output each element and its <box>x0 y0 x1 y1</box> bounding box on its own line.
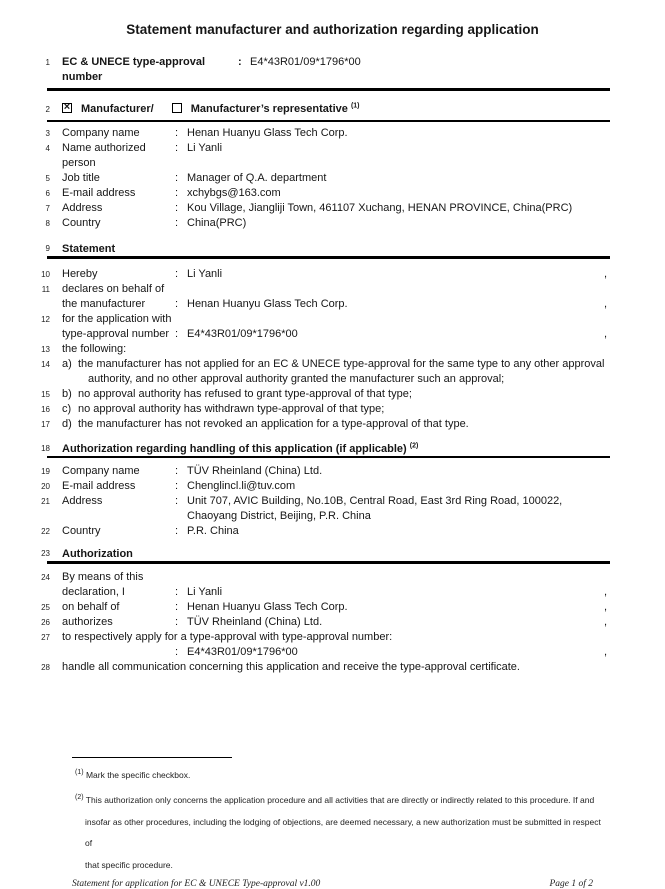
section-rule <box>47 88 610 91</box>
line-number: 8 <box>45 219 50 228</box>
field-label: Hereby <box>62 267 98 280</box>
line-number: 3 <box>45 129 50 138</box>
footnote-1 <box>75 770 607 781</box>
footnote-marker: (2) <box>75 794 84 802</box>
table-row <box>0 216 665 231</box>
colon: : <box>175 525 179 537</box>
line-number: 10 <box>41 269 50 279</box>
table-row <box>0 297 665 312</box>
colon: : <box>175 600 179 613</box>
colon: : <box>175 615 179 628</box>
trailing-comma: , <box>603 600 607 613</box>
table-row <box>0 126 665 141</box>
field-label: the manufacturer <box>62 297 146 310</box>
type-approval-number-row <box>0 55 665 85</box>
colon: : <box>175 267 179 280</box>
table-row <box>0 660 665 675</box>
list-item-text: no approval authority has refused to grant type-approval of that type; <box>78 387 412 400</box>
table-row <box>0 464 665 479</box>
field-label: declaration, I <box>62 585 125 598</box>
line-number: 7 <box>45 204 50 213</box>
field-label: declares on behalf of <box>62 282 165 295</box>
field-label <box>62 645 175 660</box>
table-row <box>0 645 665 660</box>
field-label: for the application with <box>62 312 172 325</box>
section-heading: Statement <box>62 243 116 255</box>
colon: : <box>175 585 179 598</box>
table-row <box>0 171 665 186</box>
line-number: 28 <box>41 662 50 672</box>
line-number: 20 <box>41 482 50 491</box>
footnote-text: This authorization only concerns the application procedure and all activities that are directly or indirectly related to this procedure. If and <box>85 795 595 805</box>
section-heading: Authorization <box>62 548 133 560</box>
table-row <box>0 201 665 216</box>
list-item-text: the manufacturer has not revoked an application for a type-approval of that type. <box>78 417 469 430</box>
section-rule <box>47 456 610 459</box>
representative-label: Manufacturer’s representative $^{(1)}$ <box>190 101 360 115</box>
colon: : <box>175 172 179 184</box>
line-number: 22 <box>41 527 50 536</box>
line-number: 14 <box>41 359 50 369</box>
table-row <box>0 585 665 600</box>
page-footer <box>72 879 593 889</box>
footnote-divider <box>72 757 232 759</box>
line-number: 23 <box>41 549 50 558</box>
colon: : <box>175 327 179 340</box>
table-row <box>0 282 665 297</box>
field-value: TÜV Rheinland (China) Ltd. <box>187 465 323 477</box>
section-heading: Authorization regarding handling of this application (if applicable) $^{(2)}$ <box>62 441 419 455</box>
field-label: Name authorized person <box>62 142 146 169</box>
field-value: Li Yanli <box>187 142 223 154</box>
line-number: 21 <box>41 497 50 506</box>
colon: : <box>175 202 179 214</box>
colon: : <box>175 465 179 477</box>
line-number: 16 <box>41 404 50 414</box>
line-number: 19 <box>41 467 50 476</box>
manufacturer-checkbox <box>62 103 72 113</box>
footer-page-number: Page 1 of 2 <box>549 879 593 889</box>
list-marker: a) <box>62 357 72 370</box>
trailing-comma: , <box>603 267 607 280</box>
field-label: Address <box>62 495 103 507</box>
colon: : <box>175 142 179 154</box>
authorization-handling-heading-row <box>0 442 665 456</box>
field-value: E4*43R01/09*1796*00 <box>187 645 298 658</box>
line-number: 26 <box>41 617 50 627</box>
field-label: Company name <box>62 465 140 477</box>
field-value: Unit 707, AVIC Building, No.10B, Central Road, East 3rd Ring Road, 100022, Chaoyang District, Beijing, P.R. China <box>187 495 563 522</box>
trailing-comma: , <box>603 615 607 628</box>
list-marker: b) <box>62 387 72 400</box>
list-marker: d) <box>62 417 72 430</box>
colon: : <box>175 127 179 139</box>
table-row <box>0 494 665 524</box>
agent-contact-block <box>0 464 665 539</box>
table-row <box>0 600 665 615</box>
table-row <box>0 327 665 342</box>
section-rule <box>47 561 610 564</box>
field-value: Li Yanli <box>187 267 223 280</box>
representative-checkbox <box>172 103 182 113</box>
trailing-comma: , <box>603 327 607 340</box>
field-label: E-mail address <box>62 187 136 199</box>
line-number: 9 <box>45 244 50 253</box>
field-value: Chenglincl.li@tuv.com <box>187 480 296 492</box>
list-item-text: no approval authority has withdrawn type-approval of that type; <box>78 402 385 415</box>
field-label: Country <box>62 525 101 537</box>
field-label: EC & UNECE type-approval number <box>62 56 206 83</box>
line-number: 27 <box>41 632 50 642</box>
colon: : <box>175 480 179 492</box>
table-row <box>0 479 665 494</box>
statement-heading-row <box>0 242 665 256</box>
page-title: Statement manufacturer and authorization regarding application <box>126 22 539 37</box>
table-row <box>0 524 665 539</box>
line-number: 25 <box>41 602 50 612</box>
line-number: 17 <box>41 419 50 429</box>
checkbox-mark: × <box>63 101 71 113</box>
field-value: P.R. China <box>187 525 239 537</box>
field-label: on behalf of <box>62 600 120 613</box>
field-value: Henan Huanyu Glass Tech Corp. <box>187 600 348 613</box>
line-number: 15 <box>41 389 50 399</box>
field-value: Henan Huanyu Glass Tech Corp. <box>187 127 348 139</box>
table-row <box>0 141 665 171</box>
field-label: Country <box>62 217 101 229</box>
table-row <box>0 570 665 585</box>
line-number: 13 <box>41 344 50 354</box>
table-row <box>0 267 665 282</box>
field-label: authorizes <box>62 615 113 628</box>
line-number: 1 <box>45 58 50 67</box>
authorization-block <box>0 570 665 675</box>
list-item <box>0 357 665 387</box>
table-row <box>0 186 665 201</box>
field-value: Li Yanli <box>187 585 223 598</box>
field-label: E-mail address <box>62 480 136 492</box>
line-number: 5 <box>45 174 50 183</box>
field-label: Company name <box>62 127 140 139</box>
section-rule <box>47 120 610 123</box>
authorization-heading-row <box>0 547 665 561</box>
table-row <box>0 312 665 327</box>
colon: : <box>175 187 179 199</box>
list-item <box>0 417 665 432</box>
footnote-2 <box>75 790 607 876</box>
footnote-ref-1: (1) <box>350 101 360 109</box>
field-label: By means of this <box>62 570 144 583</box>
colon: : <box>175 495 179 507</box>
field-value: Henan Huanyu Glass Tech Corp. <box>187 297 348 310</box>
list-item <box>0 387 665 402</box>
list-item <box>0 402 665 417</box>
field-value: Kou Village, Jiangliji Town, 461107 Xuchang, HENAN PROVINCE, China(PRC) <box>187 202 573 214</box>
trailing-comma: , <box>603 645 607 658</box>
footnote-text: insofar as other procedures, including the lodging of objections, are deemed necessary, a new authorization must be submitted in respect of <box>85 816 601 848</box>
table-row <box>0 342 665 357</box>
table-row <box>0 615 665 630</box>
colon: : <box>238 56 242 68</box>
type-approval-number-value: E4*43R01/09*1796*00 <box>250 56 361 68</box>
line-number: 24 <box>41 572 50 582</box>
footer-document-name: Statement for application for EC & UNECE Type-approval v1.00 <box>72 879 321 889</box>
list-item-text: the manufacturer has not applied for an EC & UNECE type-approval for the same type to any other approval authority, and no other approval authority granted the manufacturer such an approval; <box>78 357 605 385</box>
colon: : <box>175 217 179 229</box>
line-number: 18 <box>41 443 50 453</box>
line-number: 6 <box>45 189 50 198</box>
field-label: Address <box>62 202 103 214</box>
colon: : <box>175 645 179 658</box>
statement-declaration-block <box>0 267 665 432</box>
trailing-comma: , <box>603 297 607 310</box>
footnote-text: that specific procedure. <box>85 859 173 870</box>
field-value: E4*43R01/09*1796*00 <box>187 327 298 340</box>
colon: : <box>175 297 179 310</box>
field-label: handle all communication concerning this application and receive the type-approval certificate. <box>62 660 520 673</box>
manufacturer-contact-block <box>0 126 665 231</box>
table-row <box>0 630 665 645</box>
field-label: Job title <box>62 172 100 184</box>
footnote-ref-2: (2) <box>409 441 419 449</box>
field-value: China(PRC) <box>187 217 247 229</box>
field-label: the following: <box>62 342 127 355</box>
footnote-marker: (1) <box>75 769 84 777</box>
line-number: 4 <box>45 144 50 153</box>
line-number: 2 <box>45 104 50 114</box>
list-marker: c) <box>62 402 72 415</box>
section-rule <box>47 256 610 259</box>
field-value: xchybgs@163.com <box>187 187 281 199</box>
manufacturer-label: Manufacturer/ <box>81 102 154 115</box>
field-label: to respectively apply for a type-approval with type-approval number: <box>62 630 393 643</box>
line-number: 11 <box>41 284 50 294</box>
applicant-role-row <box>0 102 665 117</box>
footnote-text: Mark the specific checkbox. <box>85 770 191 780</box>
trailing-comma: , <box>603 585 607 598</box>
line-number: 12 <box>41 314 50 324</box>
field-label: type-approval number <box>62 327 170 340</box>
field-value: Manager of Q.A. department <box>187 172 327 184</box>
field-value: TÜV Rheinland (China) Ltd. <box>187 615 323 628</box>
